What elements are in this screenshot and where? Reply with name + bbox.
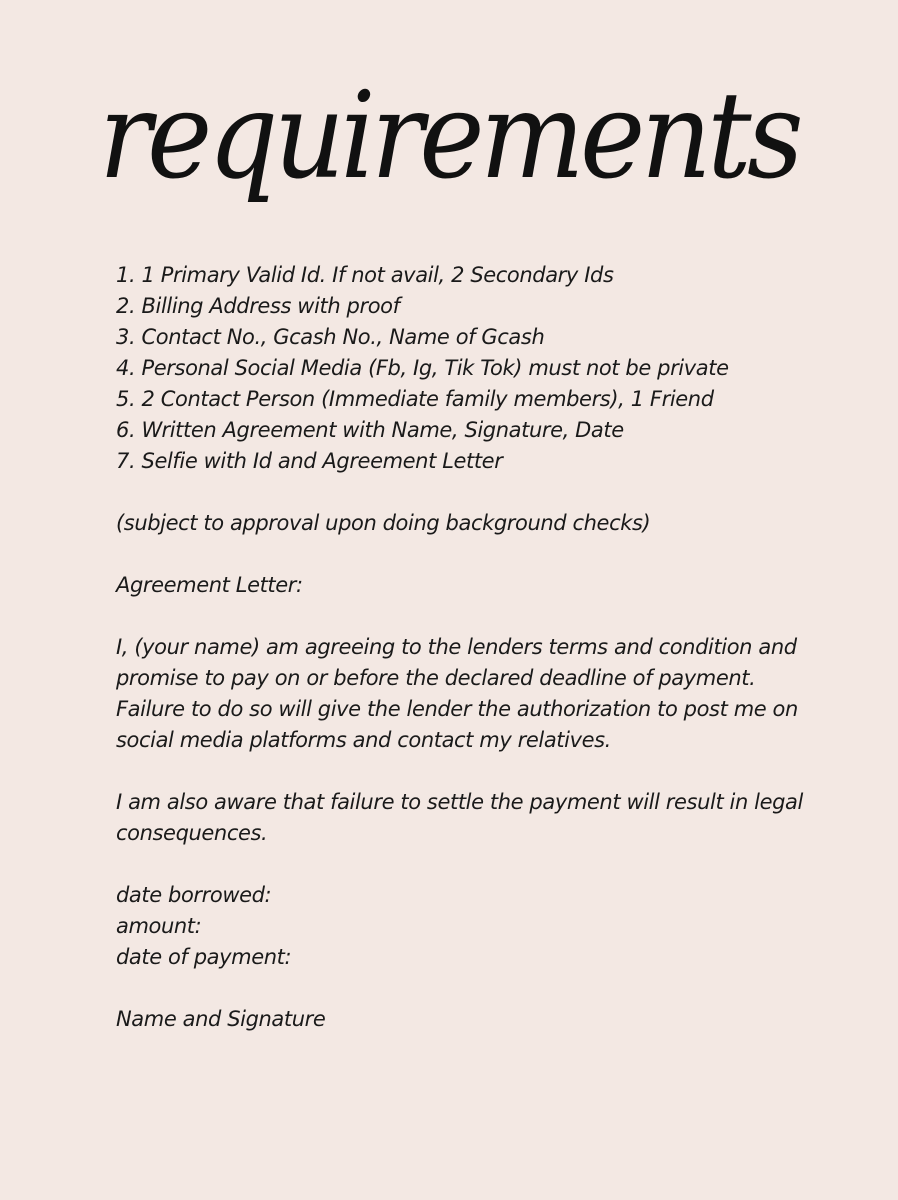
form-fields — [116, 880, 816, 973]
agreement-paragraph-1 — [116, 632, 816, 756]
requirement-item: 5. 2 Contact Person (Immediate family members), 1 Friend — [116, 387, 714, 411]
paragraph-line: I, (your name) am agreeing to the lenders terms and condition and — [116, 635, 797, 659]
paragraph-line: promise to pay on or before the declared deadline of payment. — [116, 666, 756, 690]
amount-label: amount: — [116, 914, 202, 938]
document-body — [116, 260, 816, 1035]
agreement-paragraph-2 — [116, 787, 816, 849]
paragraph-line: I am also aware that failure to settle the payment will result in legal — [116, 790, 803, 814]
date-of-payment-label: date of payment: — [116, 945, 292, 969]
requirement-item: 3. Contact No., Gcash No., Name of Gcash — [116, 325, 545, 349]
agreement-heading: Agreement Letter: — [116, 573, 303, 597]
requirement-item: 2. Billing Address with proof — [116, 294, 400, 318]
requirement-item: 6. Written Agreement with Name, Signature, Date — [116, 418, 624, 442]
requirement-item: 4. Personal Social Media (Fb, Ig, Tik Tok) must not be private — [116, 356, 729, 380]
requirement-item: 7. Selfie with Id and Agreement Letter — [116, 449, 503, 473]
paragraph-line: social media platforms and contact my relatives. — [116, 728, 611, 752]
requirement-item: 1. 1 Primary Valid Id. If not avail, 2 Secondary Ids — [116, 263, 614, 287]
requirements-list — [116, 260, 816, 477]
page-title: requirements — [98, 67, 800, 206]
date-borrowed-label: date borrowed: — [116, 883, 272, 907]
approval-note: (subject to approval upon doing background checks) — [116, 511, 651, 535]
paragraph-line: Failure to do so will give the lender the authorization to post me on — [116, 697, 798, 721]
paragraph-line: consequences. — [116, 821, 268, 845]
signature-label: Name and Signature — [116, 1007, 326, 1031]
